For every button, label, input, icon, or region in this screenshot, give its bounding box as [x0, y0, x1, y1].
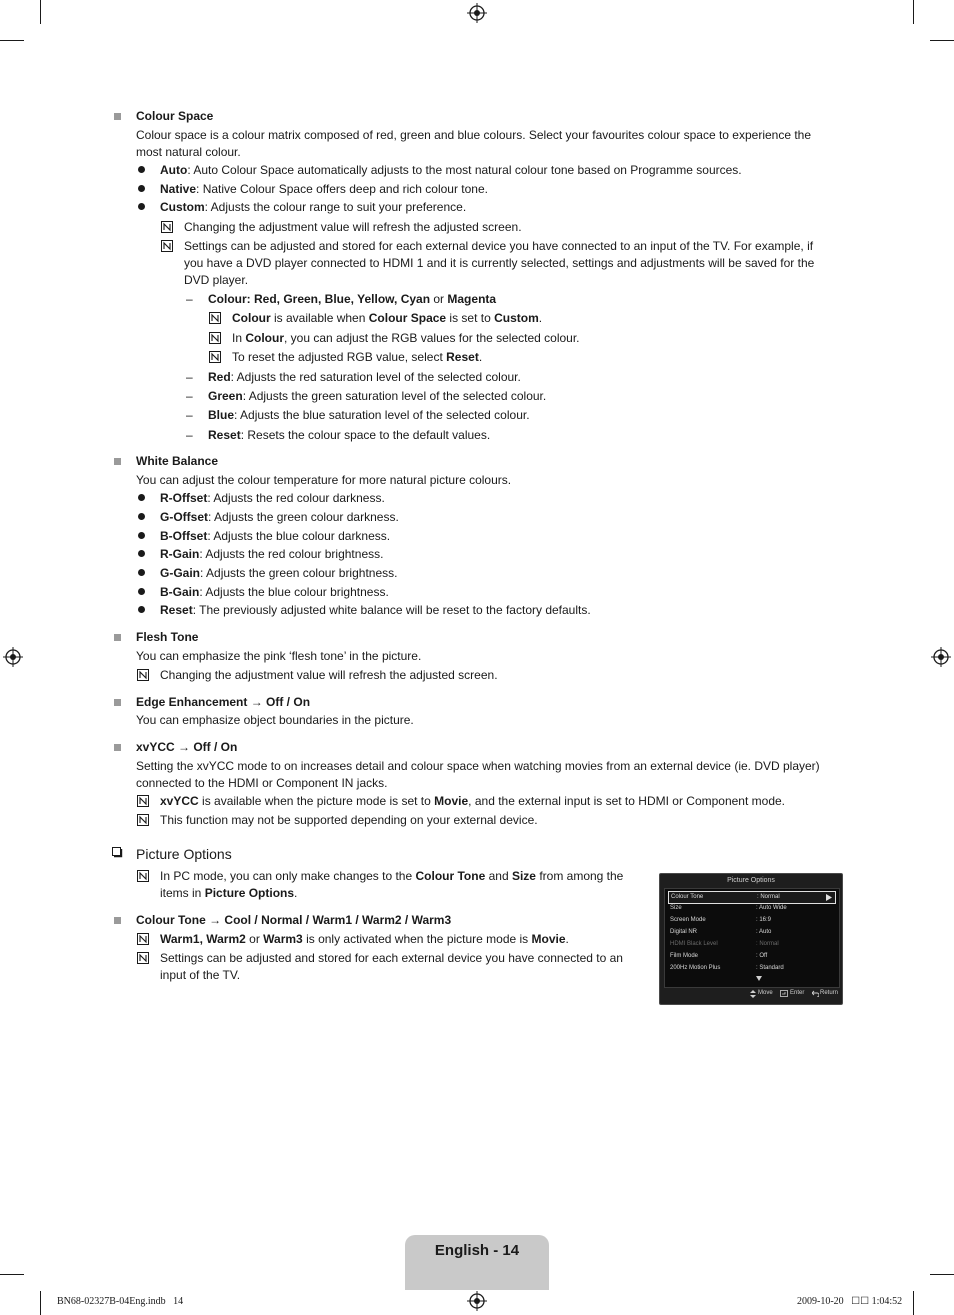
dash-item-red: Red: Adjusts the red saturation level of the selected colour. [208, 370, 521, 384]
white-balance-intro: You can adjust the colour temperature for more natural picture colours. [136, 473, 512, 487]
tv-menu-row-digital-nr[interactable]: Digital NR : Auto [670, 929, 772, 935]
bullet-icon [138, 550, 145, 557]
flesh-tone-note: Changing the adjustment value will refresh the adjusted screen. [160, 668, 498, 682]
bullet-icon [138, 588, 145, 595]
edge-enhancement-heading: Edge Enhancement → Off / On [136, 695, 311, 709]
tv-footer-move: Move [758, 990, 773, 996]
checkbox-square-icon [112, 847, 123, 858]
tv-menu-row-colour-tone[interactable]: Colour Tone : Normal [668, 891, 836, 904]
note-icon [161, 221, 173, 233]
colour-tone-heading: Colour Tone → Cool / Normal / Warm1 / Warm2 / Warm3 [136, 913, 452, 927]
colour-space-bullet-custom: Custom: Adjusts the colour range to suit your preference. [160, 200, 467, 214]
tv-footer-return: Return [820, 990, 839, 996]
note-icon [209, 332, 221, 344]
colour-note-2: In Colour, you can adjust the RGB values for the selected colour. [232, 331, 580, 345]
section-bullet-icon [114, 113, 121, 120]
flesh-tone-intro: You can emphasize the pink ‘flesh tone’ in the picture. [136, 649, 422, 663]
wb-bullet-b-gain: B-Gain: Adjusts the blue colour brightness. [160, 585, 389, 599]
section-bullet-icon [114, 699, 121, 706]
dash-icon: – [186, 428, 193, 442]
colour-item: Colour: Red, Green, Blue, Yellow, Cyan or Magenta [208, 292, 497, 306]
print-datetime: 2009-10-20 ☐☐ 1:04:52 [797, 1296, 903, 1307]
tv-menu-row-size[interactable]: Size : Auto Wide [670, 905, 787, 911]
colour-note-3: To reset the adjusted RGB value, select Reset. [232, 350, 483, 364]
dash-item-green: Green: Adjusts the green saturation level of the selected colour. [208, 389, 547, 403]
xvycc-intro: Setting the xvYCC mode to on increases detail and colour space when watching movies from an external device (ie. DVD player) connected to the HDMI or Component IN jacks. [136, 759, 820, 790]
note-icon [209, 312, 221, 324]
wb-bullet-b-offset: B-Offset: Adjusts the blue colour darkness. [160, 529, 391, 543]
colour-space-note-2: Settings can be adjusted and stored for each external device you have connected to an input of the TV. For example, if you have a DVD player connected to HDMI 1 and it is currently selected, settings and adjustments will be saved for the DVD player. [184, 239, 815, 287]
bullet-icon [138, 513, 145, 520]
flesh-tone-heading: Flesh Tone [136, 630, 199, 644]
dash-item-blue: Blue: Adjusts the blue saturation level of the selected colour. [208, 408, 530, 422]
arrow-right-icon [826, 894, 832, 901]
return-icon [812, 990, 819, 997]
colour-note-1: Colour is available when Colour Space is set to Custom. [232, 311, 543, 325]
section-bullet-icon [114, 744, 121, 751]
colour-space-heading: Colour Space [136, 109, 214, 123]
registration-mark-bottom-icon [467, 1291, 487, 1311]
print-file-name: BN68-02327B-04Eng.indb 14 [57, 1296, 184, 1307]
colour-space-bullet-auto: Auto: Auto Colour Space automatically adjusts to the most natural colour tone based on Programme sources. [160, 163, 742, 177]
note-icon [137, 870, 149, 882]
note-icon [161, 240, 173, 252]
bullet-icon [138, 494, 145, 501]
xvycc-note-1: xvYCC is available when the picture mode is set to Movie, and the external input is set to HDMI or Component mode. [160, 794, 785, 808]
wb-bullet-r-offset: R-Offset: Adjusts the red colour darkness. [160, 491, 385, 505]
note-icon [137, 933, 149, 945]
tv-menu-title: Picture Options [727, 877, 775, 884]
note-icon [137, 795, 149, 807]
enter-icon [780, 990, 788, 997]
tv-footer-enter: Enter [790, 990, 805, 996]
wb-bullet-r-gain: R-Gain: Adjusts the red colour brightness. [160, 547, 384, 561]
xvycc-note-2: This function may not be supported depending on your external device. [160, 813, 538, 827]
picture-options-note: In PC mode, you can only make changes to the Colour Tone and Size from among the items in Picture Options. [160, 869, 624, 900]
page-number-label: English - 14 [434, 1242, 520, 1259]
picture-options-heading: Picture Options [136, 846, 232, 862]
xvycc-heading: xvYCC → Off / On [136, 740, 238, 754]
colour-space-note-1: Changing the adjustment value will refresh the adjusted screen. [184, 220, 522, 234]
tv-menu-list [664, 888, 840, 988]
bullet-icon [138, 606, 145, 613]
wb-bullet-g-gain: G-Gain: Adjusts the green colour brightness. [160, 566, 398, 580]
wb-bullet-reset: Reset: The previously adjusted white balance will be reset to the factory defaults. [160, 603, 591, 617]
registration-mark-left-icon [3, 647, 23, 667]
colour-tone-note-1: Warm1, Warm2 or Warm3 is only activated when the picture mode is Movie. [160, 932, 569, 946]
registration-mark-right-icon [931, 647, 951, 667]
bullet-icon [138, 569, 145, 576]
tv-menu-screenshot [659, 873, 843, 1005]
tv-menu-row-hdmi-black-level: HDMI Black Level : Normal [670, 941, 779, 947]
dash-icon: – [186, 389, 193, 403]
bullet-icon [138, 203, 145, 210]
note-icon [137, 952, 149, 964]
tv-menu-row-screen-mode[interactable]: Screen Mode : 16:9 [670, 917, 772, 923]
dash-icon: – [186, 370, 193, 384]
dash-icon: – [186, 292, 193, 306]
move-icon [750, 990, 756, 998]
colour-tone-note-2: Settings can be adjusted and stored for each external device you have connected to an input of the TV. [160, 951, 623, 982]
note-icon [209, 351, 221, 363]
section-bullet-icon [114, 917, 121, 924]
tv-menu-row-200hz-motion-plus[interactable]: 200Hz Motion Plus : Standard [670, 965, 784, 971]
registration-mark-top-icon [467, 3, 487, 23]
dash-icon: – [186, 408, 193, 422]
tv-menu-row-film-mode[interactable]: Film Mode : Off [670, 953, 768, 959]
section-bullet-icon [114, 458, 121, 465]
edge-enhancement-intro: You can emphasize object boundaries in the picture. [136, 713, 414, 727]
page-number-tab [405, 1235, 549, 1290]
note-icon [137, 669, 149, 681]
colour-space-intro: Colour space is a colour matrix composed of red, green and blue colours. Select your favourites colour space to experience the most natural colour. [136, 128, 812, 159]
bullet-icon [138, 532, 145, 539]
section-bullet-icon [114, 634, 121, 641]
scroll-down-arrow-icon[interactable] [756, 976, 762, 981]
white-balance-heading: White Balance [136, 454, 219, 468]
dash-item-reset: Reset: Resets the colour space to the default values. [208, 428, 491, 442]
bullet-icon [138, 185, 145, 192]
colour-space-bullet-native: Native: Native Colour Space offers deep and rich colour tone. [160, 182, 488, 196]
bullet-icon [138, 166, 145, 173]
note-icon [137, 814, 149, 826]
wb-bullet-g-offset: G-Offset: Adjusts the green colour darkness. [160, 510, 399, 524]
